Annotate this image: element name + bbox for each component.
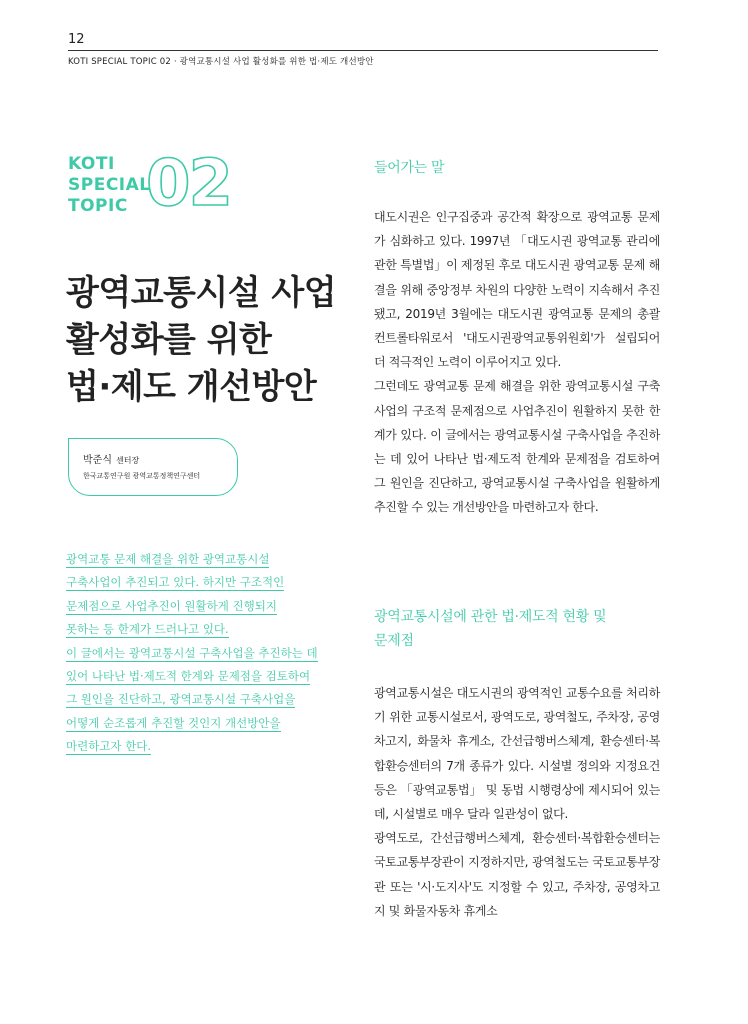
summary-line: 어떻게 순조롭게 추진할 것인지 개선방안을 bbox=[66, 715, 281, 730]
article-title bbox=[66, 270, 366, 411]
body-paragraph: 대도시권은 인구집중과 공간적 확장으로 광역교통 문제가 심화하고 있다. 1997년 「대도시권 광역교통 관리에 관한 특별법」이 제정된 후로 대도시권 광역교통 문제 해결을 위해 중앙정부 차원의 다양한 노력이 지속해서 추진됐고, 2019년 3월에는 대도시권 광역교통 문제의 총괄 컨트롤타워로서 '대도시권광역교통위원회'가 설립되어 더 적극적인 노력이 이루어지고 있다. bbox=[374, 210, 660, 370]
header-divider bbox=[68, 50, 658, 51]
author-name-row bbox=[83, 451, 237, 466]
title-line: 광역교통시설 사업 bbox=[66, 273, 337, 313]
body-paragraph: 광역도로, 간선급행버스체계, 환승센터·복합환승센터는 국토교통부장관이 지정하지만, 광역철도는 국토교통부장관 또는 '시·도지사'도 지정할 수 있고, 주차장, 공영차고지 및 화물자동차 휴게소 bbox=[374, 831, 660, 918]
author-card bbox=[68, 438, 238, 496]
running-head: KOTI SPECIAL TOPIC 02 · 광역교통시설 사업 활성화를 위한 법·제도 개선방안 bbox=[68, 57, 374, 67]
section-heading-line: 문제점 bbox=[374, 633, 414, 649]
summary-line: 있어 나타난 법·제도적 한계와 문제점을 검토하여 bbox=[66, 669, 311, 684]
section-heading-status bbox=[374, 605, 660, 653]
page-number: 12 bbox=[68, 32, 85, 47]
topic-badge bbox=[68, 147, 248, 222]
author-name: 박준식 bbox=[83, 455, 112, 466]
title-line: 법·제도 개선방안 bbox=[66, 367, 317, 407]
topic-word: SPECIAL bbox=[68, 175, 151, 195]
topic-word: TOPIC bbox=[68, 196, 128, 216]
body-paragraph: 그런데도 광역교통 문제 해결을 위한 광역교통시설 구축사업의 구조적 문제점으로 사업추진이 원활하지 못한 한계가 있다. 이 글에서는 광역교통시설 구축사업을 추진하는 데 있어 나타난 법·제도적 한계와 문제점을 검토하여 그 원인을 진단하고, 광역교통시설 구축사업을 원활하게 추진할 수 있는 개선방안을 마련하고자 한다. bbox=[374, 379, 660, 515]
topic-number: 02 bbox=[146, 147, 232, 221]
article-summary bbox=[66, 548, 338, 759]
summary-line: 못하는 등 한계가 드러나고 있다. bbox=[66, 622, 229, 637]
summary-line: 구축사업이 추진되고 있다. 하지만 구조적인 bbox=[66, 575, 285, 590]
summary-line: 마련하고자 한다. bbox=[66, 739, 152, 754]
author-role: 센터장 bbox=[115, 456, 140, 465]
summary-line: 이 글에서는 광역교통시설 구축사업을 추진하는 데 bbox=[66, 645, 318, 660]
summary-line: 문제점으로 사업추진이 원활하게 진행되지 bbox=[66, 598, 277, 613]
summary-line: 그 원인을 진단하고, 광역교통시설 구축사업을 bbox=[66, 692, 296, 707]
body-paragraph: 광역교통시설은 대도시권의 광역적인 교통수요를 처리하기 위한 교통시설로서, 광역도로, 광역철도, 주차장, 공영차고지, 화물차 휴게소, 간선급행버스체계, 환승센터·복합환승센터의 7개 종류가 있다. 시설별 정의와 지정요건 등은 「광역교통법」 및 동법 시행령상에 제시되어 있는데, 시설별로 매우 달라 일관성이 없다. bbox=[374, 686, 660, 822]
body-text-block-1 bbox=[374, 205, 660, 520]
author-affiliation: 한국교통연구원 광역교통정책연구센터 bbox=[83, 472, 201, 480]
title-line: 활성화를 위한 bbox=[66, 320, 272, 360]
section-heading-line: 광역교통시설에 관한 법·제도적 현황 및 bbox=[374, 609, 607, 625]
body-text-block-2 bbox=[374, 681, 660, 923]
section-heading-intro: 들어가는 말 bbox=[374, 160, 445, 176]
topic-word: KOTI bbox=[68, 154, 115, 174]
summary-line: 광역교통 문제 해결을 위한 광역교통시설 bbox=[66, 552, 270, 566]
